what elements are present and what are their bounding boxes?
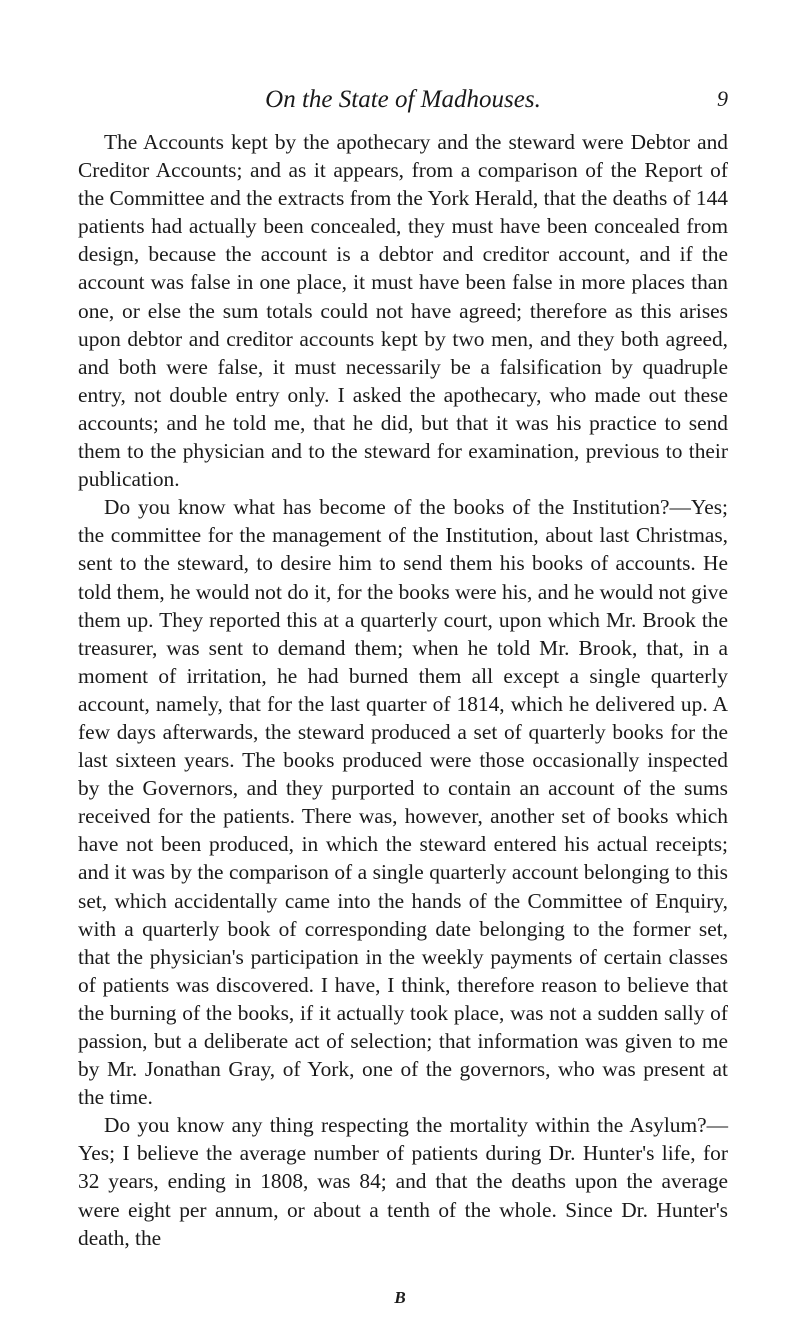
body-text bbox=[78, 128, 728, 1252]
page-number: 9 bbox=[717, 86, 728, 111]
running-title: On the State of Madhouses. bbox=[265, 86, 541, 113]
paragraph-mortality: Do you know any thing respecting the mortality within the Asylum?—Yes; I believe the average number of patients during Dr. Hunter's life, for 32 years, ending in 1808, was 84; and that the deaths upon the average were eight per annum, or about a tenth of the whole. Since Dr. Hunter's death, the bbox=[78, 1113, 728, 1250]
signature-mark: B bbox=[394, 1288, 406, 1307]
paragraph-books: Do you know what has become of the books of the Institution?—Yes; the committee for the management of the Institution, about last Christmas, sent to the steward, to desire him to send them his books of accounts. He told them, he would not do it, for the books were his, and he would not give them up. They reported this at a quarterly court, upon which Mr. Brook the treasurer, was sent to demand them; when he told Mr. Brook, that, in a moment of irritation, he had burned them all except a single quarterly account, namely, that for the last quarter of 1814, which he delivered up. A few days afterwards, the steward produced a set of quarterly books for the last sixteen years. The books produced were those occasionally inspected by the Governors, and they purported to contain an account of the sums received for the patients. There was, however, another set of books which have not been produced, in which the steward entered his actual receipts; and it was by the comparison of a single quarterly account belonging to this set, which accidentally came into the hands of the Committee of Enquiry, with a quarterly book of corresponding date belonging to the former set, that the physician's participation in the weekly payments of certain classes of patients was discovered. I have, I think, therefore reason to believe that the burning of the books, if it actually took place, was not a sudden sally of passion, but a deliberate act of selection; that information was given to me by Mr. Jonathan Gray, of York, one of the governors, who was present at the time. bbox=[78, 495, 728, 1110]
paragraph-accounts: The Accounts kept by the apothecary and the steward were Debtor and Creditor Accounts; and as it appears, from a comparison of the Report of the Committee and the extracts from the York Herald, that the deaths of 144 patients had actually been concealed, they must have been concealed from design, because the account is a debtor and creditor account, and if the account was false in one place, it must have been false in more places than one, or else the sum totals could not have agreed; therefore as this arises upon debtor and creditor accounts kept by two men, and they both agreed, and both were false, it must necessarily be a falsification by quadruple entry, not double entry only. I asked the apothecary, who made out these accounts; and he told me, that he did, but that it was his practice to send them to the physician and to the steward for examination, previous to their publication. bbox=[78, 130, 728, 492]
running-head bbox=[78, 86, 728, 126]
